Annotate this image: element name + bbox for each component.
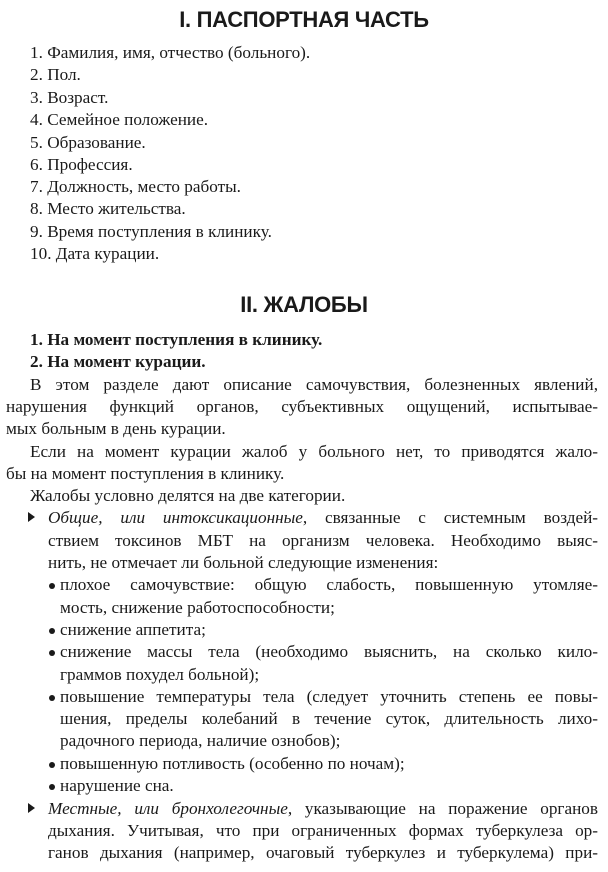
bullet-dot-icon: [49, 762, 55, 768]
subheading-curation: 2. На момент курации.: [30, 352, 206, 371]
bullet-item-line: плохое самочувствие: общую слабость, повышенную утомляе-: [60, 575, 598, 594]
bullet-item-line: повышение температуры тела (следует уточнить степень ее повы-: [60, 687, 598, 706]
bullet-item-line: снижение аппетита;: [60, 620, 206, 639]
category-general-line: ствием токсинов МБТ на организм человека. Необходимо выяс-: [48, 531, 598, 550]
passport-item: 9. Время поступления в клинику.: [30, 222, 272, 241]
category-general-line: [48, 507, 598, 529]
bullet-item-line: шения, пределы колебаний в течение суток, длительность лихо-: [60, 709, 598, 728]
category-local-text: , указывающие на поражение органов: [287, 799, 599, 818]
bullet-item-line: мость, снижение работоспособности;: [60, 598, 335, 617]
passport-item: 1. Фамилия, имя, отчество (больного).: [30, 43, 311, 62]
bullet-dot-icon: [49, 650, 55, 656]
bullet-item-line: нарушение сна.: [60, 776, 174, 795]
category-general-term: Общие, или интоксикационные: [48, 508, 303, 527]
subheading-admission: 1. На момент поступления в клинику.: [30, 330, 323, 349]
bullet-dot-icon: [49, 628, 55, 634]
passport-item: 7. Должность, место работы.: [30, 177, 241, 196]
paragraph-line: бы на момент поступления в клинику.: [6, 464, 285, 483]
bullet-item-line: граммов похудел больной);: [60, 665, 260, 684]
passport-item: 10. Дата курации.: [30, 244, 160, 263]
paragraph-line: мых больным в день курации.: [6, 419, 226, 438]
passport-item: 8. Место жительства.: [30, 199, 186, 218]
paragraph-line: Если на момент курации жалоб у больного нет, то приводятся жало-: [30, 442, 598, 461]
arrow-bullet-icon: [28, 803, 35, 813]
passport-item: 4. Семейное положение.: [30, 110, 209, 129]
passport-item: 6. Профессия.: [30, 155, 133, 174]
paragraph-line: нарушения функций органов, субъективных ощущений, испытывае-: [6, 397, 598, 416]
category-local-line: ганов дыхания (например, очаговый туберкулез и туберкулема) при-: [48, 843, 598, 862]
category-general-line: нить, не отмечает ли больной следующие изменения:: [48, 553, 439, 572]
bullet-dot-icon: [49, 695, 55, 701]
bullet-item-line: радочного периода, наличие ознобов);: [60, 731, 341, 750]
paragraph-line: Жалобы условно делятся на две категории.: [30, 486, 346, 505]
bullet-dot-icon: [49, 784, 55, 790]
category-general-text: , связанные с системным воздей-: [302, 508, 598, 527]
category-local-line: [48, 798, 598, 820]
bullet-dot-icon: [49, 583, 55, 589]
bullet-item-line: повышенную потливость (особенно по ночам);: [60, 754, 405, 773]
paragraph-line: В этом разделе дают описание самочувствия, болезненных явлений,: [30, 375, 598, 394]
passport-item: 5. Образование.: [30, 133, 146, 152]
section-2-heading: II. ЖАЛОБЫ: [240, 292, 368, 317]
category-local-term: Местные, или бронхолегочные: [48, 799, 288, 818]
section-1-heading: I. ПАСПОРТНАЯ ЧАСТЬ: [179, 7, 429, 32]
passport-item: 3. Возраст.: [30, 88, 109, 107]
passport-item: 2. Пол.: [30, 65, 81, 84]
arrow-bullet-icon: [28, 512, 35, 522]
category-local-line: дыхания. Учитывая, что при ограниченных формах туберкулеза ор-: [48, 821, 598, 840]
bullet-item-line: снижение массы тела (необходимо выяснить, на сколько кило-: [60, 642, 598, 661]
